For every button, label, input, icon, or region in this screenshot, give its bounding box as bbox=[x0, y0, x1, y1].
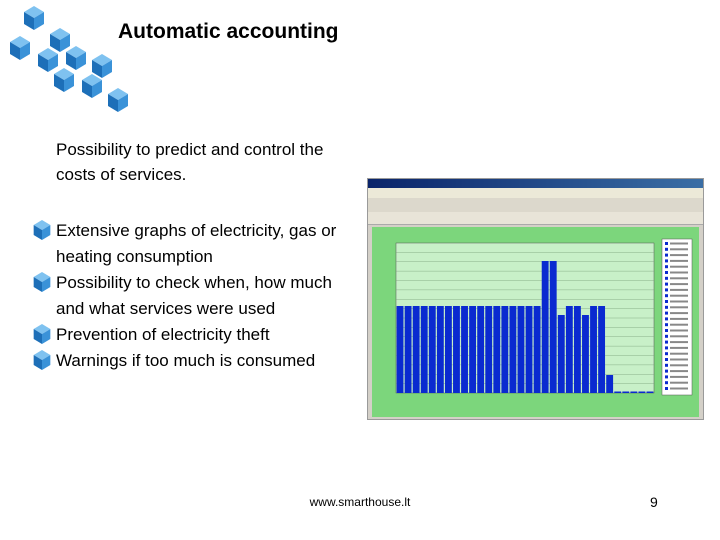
legend-swatch bbox=[665, 387, 668, 390]
bar-chart bbox=[372, 227, 699, 417]
chart-area bbox=[372, 227, 699, 417]
legend-entry-line bbox=[670, 248, 688, 250]
legend-entry-line bbox=[670, 272, 688, 274]
legend-swatch bbox=[665, 242, 668, 245]
footer-url: www.smarthouse.lt bbox=[309, 495, 411, 509]
legend-entry-line bbox=[670, 301, 688, 303]
legend-swatch bbox=[665, 277, 668, 280]
legend-entry-line bbox=[670, 330, 688, 332]
chart-bar bbox=[630, 392, 637, 394]
chart-bar bbox=[461, 306, 468, 393]
blue-cube-icon bbox=[32, 220, 52, 240]
legend-entry-line bbox=[670, 364, 688, 366]
chart-bar bbox=[397, 306, 404, 393]
chart-bar bbox=[582, 315, 589, 393]
legend-entry-line bbox=[670, 266, 688, 268]
legend-swatch bbox=[665, 346, 668, 349]
legend-swatch bbox=[665, 306, 668, 309]
legend-swatch bbox=[665, 288, 668, 291]
chart-bar bbox=[453, 306, 460, 393]
legend-entry-line bbox=[670, 277, 688, 279]
legend-entry-line bbox=[670, 289, 688, 291]
legend-entry-line bbox=[670, 283, 688, 285]
legend-swatch bbox=[665, 294, 668, 297]
legend-entry-line bbox=[670, 318, 688, 320]
legend-swatch bbox=[665, 271, 668, 274]
legend-swatch bbox=[665, 370, 668, 373]
blue-cube-icon bbox=[32, 324, 52, 344]
legend-swatch bbox=[665, 312, 668, 315]
chart-bar bbox=[405, 306, 412, 393]
chart-bar bbox=[526, 306, 533, 393]
chart-bar bbox=[509, 306, 516, 393]
chart-bar bbox=[566, 306, 573, 393]
legend-swatch bbox=[665, 259, 668, 262]
bullet-text: Possibility to check when, how much and what services were used bbox=[56, 273, 332, 318]
chart-bar bbox=[638, 392, 645, 394]
legend-swatch bbox=[665, 254, 668, 257]
legend-swatch bbox=[665, 317, 668, 320]
legend-entry-line bbox=[670, 260, 688, 262]
legend-entry-line bbox=[670, 376, 688, 378]
blue-cube-icon bbox=[32, 272, 52, 292]
legend-swatch bbox=[665, 381, 668, 384]
chart-bar bbox=[421, 306, 428, 393]
chart-bar bbox=[647, 392, 654, 394]
bullet-list bbox=[30, 218, 350, 374]
chart-bar bbox=[542, 261, 549, 393]
bullet-text: Extensive graphs of electricity, gas or heating consumption bbox=[56, 221, 337, 266]
chart-bar bbox=[437, 306, 444, 393]
chart-bar bbox=[614, 392, 621, 394]
chart-bar bbox=[485, 306, 492, 393]
chart-bar bbox=[413, 306, 420, 393]
legend-entry-line bbox=[670, 243, 688, 245]
legend-swatch bbox=[665, 364, 668, 367]
legend-entry-line bbox=[670, 335, 688, 337]
chart-bar bbox=[622, 392, 629, 394]
legend-swatch bbox=[665, 329, 668, 332]
window-titlebar bbox=[368, 179, 703, 188]
legend-entry-line bbox=[670, 347, 688, 349]
legend-entry-line bbox=[670, 359, 688, 361]
legend-swatch bbox=[665, 283, 668, 286]
window-filter-bar bbox=[368, 212, 703, 225]
legend-swatch bbox=[665, 265, 668, 268]
chart-bar bbox=[606, 375, 613, 393]
legend-entry-line bbox=[670, 388, 688, 390]
legend-entry-line bbox=[670, 254, 688, 256]
legend-entry-line bbox=[670, 306, 688, 308]
chart-bar bbox=[558, 315, 565, 393]
legend-entry-line bbox=[670, 382, 688, 384]
legend-swatch bbox=[665, 335, 668, 338]
chart-bar bbox=[590, 306, 597, 393]
legend-swatch bbox=[665, 375, 668, 378]
legend-entry-line bbox=[670, 324, 688, 326]
chart-bar bbox=[598, 306, 605, 393]
legend-swatch bbox=[665, 352, 668, 355]
bullet-item bbox=[30, 348, 350, 374]
chart-bar bbox=[518, 306, 525, 393]
chart-bar bbox=[574, 306, 581, 393]
legend-swatch bbox=[665, 248, 668, 251]
consumption-graph-screenshot bbox=[367, 178, 704, 420]
chart-bar bbox=[445, 306, 452, 393]
legend-swatch bbox=[665, 323, 668, 326]
legend-swatch bbox=[665, 358, 668, 361]
legend-entry-line bbox=[670, 295, 688, 297]
chart-bar bbox=[429, 306, 436, 393]
intro-text: Possibility to predict and control the costs of services. bbox=[56, 140, 324, 184]
window-menubar bbox=[368, 188, 703, 198]
chart-bar bbox=[469, 306, 476, 393]
legend-swatch bbox=[665, 341, 668, 344]
legend-entry-line bbox=[670, 370, 688, 372]
legend-entry-line bbox=[670, 312, 688, 314]
bullet-text: Prevention of electricity theft bbox=[56, 325, 270, 344]
slide-title: Automatic accounting bbox=[118, 20, 339, 43]
chart-bar bbox=[550, 261, 557, 393]
chart-bar bbox=[477, 306, 484, 393]
bullet-item bbox=[30, 218, 350, 270]
legend-entry-line bbox=[670, 341, 688, 343]
window-toolbar bbox=[368, 198, 703, 213]
bullet-item bbox=[30, 322, 350, 348]
bullet-text: Warnings if too much is consumed bbox=[56, 351, 316, 370]
legend-swatch bbox=[665, 300, 668, 303]
blue-cube-icon bbox=[32, 350, 52, 370]
page-number: 9 bbox=[650, 494, 658, 510]
bullet-item bbox=[30, 270, 350, 322]
chart-bar bbox=[534, 306, 541, 393]
legend-entry-line bbox=[670, 353, 688, 355]
chart-bar bbox=[501, 306, 508, 393]
chart-bar bbox=[493, 306, 500, 393]
